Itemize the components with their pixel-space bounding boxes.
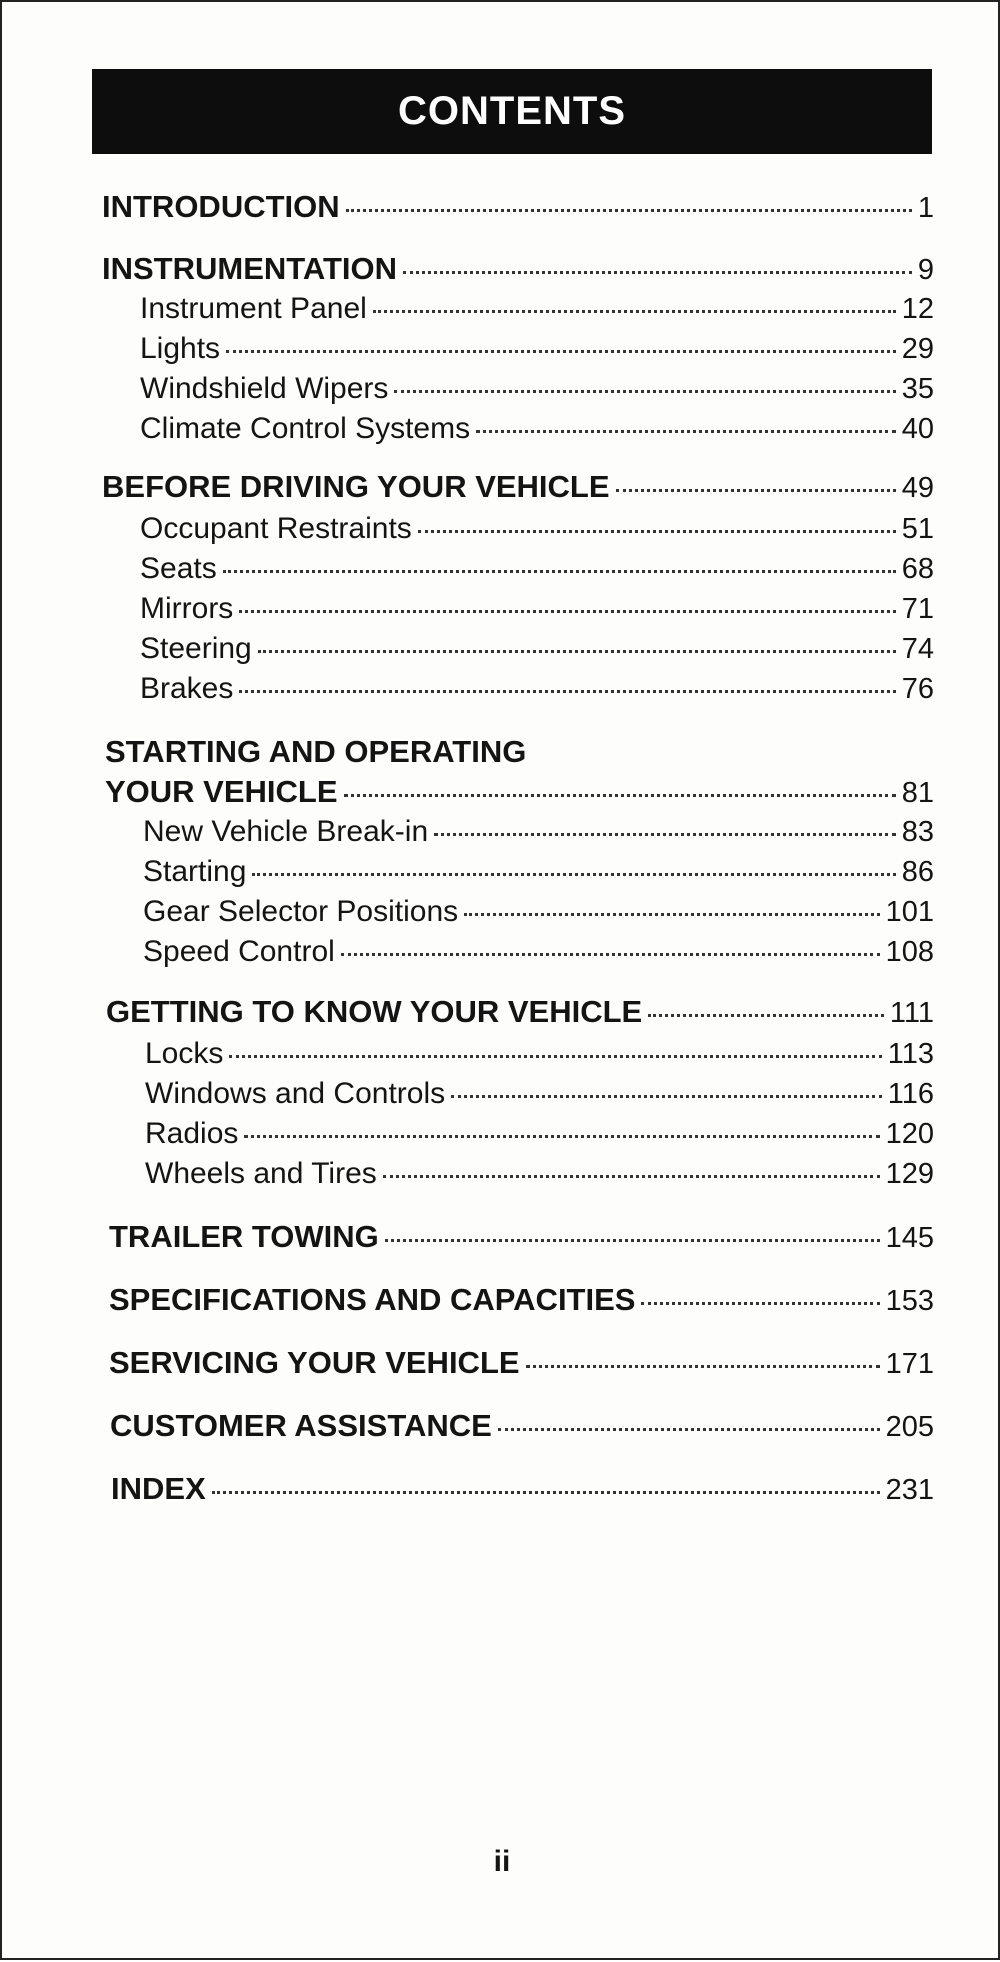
dot-leader xyxy=(385,1239,880,1242)
toc-label: YOUR VEHICLE xyxy=(105,774,338,809)
dot-leader xyxy=(344,794,896,797)
dot-leader xyxy=(434,833,896,836)
toc-entry-radios[interactable] xyxy=(145,1114,934,1154)
toc-page-number: 153 xyxy=(885,1285,934,1317)
toc-page-number: 51 xyxy=(901,513,934,545)
toc-entry-climate-control[interactable] xyxy=(140,409,934,449)
toc-entry-lights[interactable] xyxy=(140,329,934,369)
toc-label: Radios xyxy=(145,1117,239,1150)
dot-leader xyxy=(229,1055,881,1058)
toc-page-number: 71 xyxy=(901,593,934,625)
toc-page-number: 83 xyxy=(901,816,934,848)
dot-leader xyxy=(641,1302,879,1305)
toc-entry-seats[interactable] xyxy=(140,549,934,589)
toc-entry-trailer-towing[interactable] xyxy=(109,1217,934,1257)
toc-entry-locks[interactable] xyxy=(145,1034,934,1074)
dot-leader xyxy=(464,913,879,916)
toc-entry-specifications[interactable] xyxy=(109,1280,934,1320)
toc-label: Occupant Restraints xyxy=(140,512,412,545)
dot-leader xyxy=(648,1014,884,1017)
toc-page-number: 120 xyxy=(885,1118,934,1150)
dot-leader xyxy=(212,1491,880,1494)
toc-label: CUSTOMER ASSISTANCE xyxy=(110,1408,492,1443)
toc-page-number: 12 xyxy=(901,293,934,325)
dot-leader xyxy=(244,1135,879,1138)
toc-label: TRAILER TOWING xyxy=(109,1219,379,1254)
toc-label: Instrument Panel xyxy=(140,292,367,325)
toc-label: Windows and Controls xyxy=(145,1077,446,1110)
toc-label: INTRODUCTION xyxy=(102,189,340,224)
page-number: ii xyxy=(493,1845,511,1878)
toc-page-number: 76 xyxy=(901,673,934,705)
toc-label: Locks xyxy=(145,1037,224,1070)
toc-label: SERVICING YOUR VEHICLE xyxy=(109,1345,520,1380)
toc-page-number: 113 xyxy=(887,1038,934,1070)
dot-leader xyxy=(476,430,896,433)
toc-page-number: 1 xyxy=(917,192,934,224)
toc-entry-windows-controls[interactable] xyxy=(145,1074,934,1114)
toc-label: Climate Control Systems xyxy=(140,412,471,445)
toc-label: Gear Selector Positions xyxy=(143,895,459,928)
toc-label: INDEX xyxy=(111,1471,206,1506)
toc-entry-speed-control[interactable] xyxy=(143,932,934,972)
toc-page-number: 68 xyxy=(901,553,934,585)
toc-label: Lights xyxy=(140,332,221,365)
toc-page-number: 86 xyxy=(901,856,934,888)
toc-page-number: 49 xyxy=(901,472,934,504)
toc-label: INSTRUMENTATION xyxy=(102,251,398,286)
toc-page-number: 74 xyxy=(901,633,934,665)
toc-page-number: 231 xyxy=(885,1474,934,1506)
toc-page-number: 129 xyxy=(885,1158,934,1190)
toc-entry-starting-operating[interactable] xyxy=(105,772,934,812)
dot-leader xyxy=(418,530,896,533)
dot-leader xyxy=(498,1428,880,1431)
dot-leader xyxy=(341,953,880,956)
dot-leader xyxy=(451,1095,882,1098)
toc-label: New Vehicle Break-in xyxy=(143,815,429,848)
toc-page-number: 111 xyxy=(889,997,934,1029)
toc-label: Starting xyxy=(143,855,247,888)
toc-entry-before-driving[interactable] xyxy=(102,467,934,507)
dot-leader xyxy=(226,350,896,353)
dot-leader xyxy=(252,873,895,876)
page-title: CONTENTS xyxy=(398,89,626,133)
dot-leader xyxy=(258,650,896,653)
toc-label: Wheels and Tires xyxy=(145,1157,377,1190)
toc-entry-getting-to-know[interactable] xyxy=(106,992,934,1032)
dot-leader xyxy=(223,570,896,573)
toc-page-number: 145 xyxy=(885,1222,934,1254)
toc-entry-steering[interactable] xyxy=(140,629,934,669)
toc-entry-wheels-tires[interactable] xyxy=(145,1154,934,1194)
toc-entry-gear-selector[interactable] xyxy=(143,892,934,932)
toc-entry-index[interactable] xyxy=(111,1469,934,1509)
dot-leader xyxy=(616,489,896,492)
dot-leader xyxy=(239,610,895,613)
toc-page-number: 29 xyxy=(901,333,934,365)
toc-entry-occupant-restraints[interactable] xyxy=(140,509,934,549)
toc-label: BEFORE DRIVING YOUR VEHICLE xyxy=(102,469,610,504)
toc-entry-customer-assistance[interactable] xyxy=(110,1406,934,1446)
toc-page-number: 35 xyxy=(901,373,934,405)
toc-page-number: 108 xyxy=(885,936,934,968)
toc-entry-servicing[interactable] xyxy=(109,1343,934,1383)
toc-entry-brakes[interactable] xyxy=(140,669,934,709)
dot-leader xyxy=(403,271,912,274)
toc-label: Windshield Wipers xyxy=(140,372,389,405)
toc-entry-instrument-panel[interactable] xyxy=(140,289,934,329)
toc-page-number: 81 xyxy=(901,777,934,809)
toc-entry-break-in[interactable] xyxy=(143,812,934,852)
toc-page-number: 40 xyxy=(901,413,934,445)
toc-page-number: 205 xyxy=(885,1411,934,1443)
dot-leader xyxy=(383,1175,880,1178)
toc-entry-introduction[interactable] xyxy=(102,187,934,227)
toc-entry-mirrors[interactable] xyxy=(140,589,934,629)
toc-entry-starting[interactable] xyxy=(143,852,934,892)
toc-page-number: 116 xyxy=(887,1078,934,1110)
toc-label: Steering xyxy=(140,632,252,665)
toc-section-heading-line[interactable]: STARTING AND OPERATING xyxy=(105,734,527,769)
toc-label: SPECIFICATIONS AND CAPACITIES xyxy=(109,1282,636,1317)
table-of-contents xyxy=(2,2,1000,1962)
toc-label: Mirrors xyxy=(140,592,234,625)
toc-page-number: 9 xyxy=(917,254,934,286)
dot-leader xyxy=(394,390,895,393)
toc-page-number: 101 xyxy=(885,896,934,928)
toc-entry-instrumentation[interactable] xyxy=(102,249,934,289)
toc-entry-windshield-wipers[interactable] xyxy=(140,369,934,409)
dot-leader xyxy=(346,209,912,212)
dot-leader xyxy=(373,310,896,313)
toc-label: Speed Control xyxy=(143,935,335,968)
toc-page-number: 171 xyxy=(885,1348,934,1380)
toc-label: Seats xyxy=(140,552,217,585)
toc-label: GETTING TO KNOW YOUR VEHICLE xyxy=(106,994,643,1029)
dot-leader xyxy=(526,1365,880,1368)
toc-label: Brakes xyxy=(140,672,234,705)
dot-leader xyxy=(239,690,895,693)
